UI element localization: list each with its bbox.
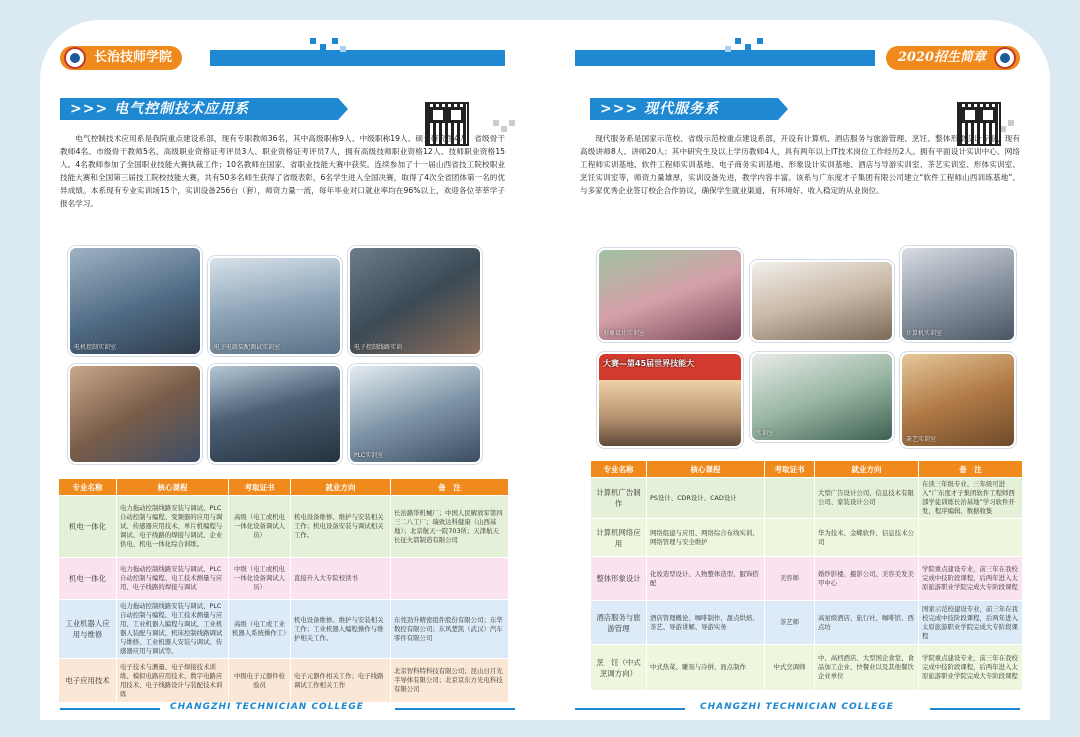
table-cell: 工业机器人应用与维修 xyxy=(59,600,117,659)
table-cell: 计算机广告制作 xyxy=(591,478,647,519)
left-header xyxy=(60,46,505,68)
col-header: 就业方向 xyxy=(291,479,391,496)
table-cell xyxy=(391,558,509,600)
photo-caption: 计算机实训室 xyxy=(906,330,943,337)
table-row xyxy=(591,478,1023,519)
photo-students-1 xyxy=(68,364,202,464)
table-row xyxy=(59,659,509,703)
section-title-electrical: >>> 电气控制技术应用系 xyxy=(60,98,338,120)
table-cell: 长治潞华机械厂；中国人民解放军第四三二八工厂；瑞致达科健康（山西基地）；北京航天一院703所；天津航天长征火箭制造有限公司 xyxy=(391,496,509,558)
table-cell xyxy=(919,519,1023,557)
col-header: 专业名称 xyxy=(59,479,117,496)
photo-tea-art-lab xyxy=(900,352,1016,448)
table-cell: 国家示范校建设专业，前三年在我校完成中技阶段课程，后两年进入太原旅游职业学院完成大专阶段课程 xyxy=(919,601,1023,645)
table-cell: 中式烹调师 xyxy=(765,645,815,691)
photo-training-room xyxy=(750,352,894,442)
photo-cooking-class xyxy=(750,260,894,342)
photo-computer-lab xyxy=(900,246,1016,342)
intro-text: 现代服务系是国家示范校、省级示范校重点建设系部，开设有计算机、酒店服务与旅游管理、烹饪、整体形象设计专业，现有高级讲师8人、讲师20人；其中研究生及以上学历教师4人，具有两年以上IT技术岗位工作经历2人。拥有平面设计实训中心、网络工程师实训基地、软件工程师实训基地、电子商务实训基地、形象设计实训基地、酒店与导游实训室、茶艺实训室、形体实训室、烹饪实训室等，师资力量雄厚，实训设备先进，教学内容丰富。该系与广东度才子集团有限公司建立“软件工程师山西训练基地”、与多家优秀企业签订校企合作协议，确保学生就业渠道，有环境好、收入稳定的从业岗位。 xyxy=(580,134,1020,195)
col-header: 专业名称 xyxy=(591,461,647,478)
table-cell: 机电设备维修、维护与安装相关工作；机电设备安装与调试相关工作。 xyxy=(291,496,391,558)
table-row xyxy=(59,558,509,600)
table-cell: 高级（电工或工业机器人系统操作工） xyxy=(229,600,291,659)
table-cell: 美容师 xyxy=(765,557,815,601)
table-cell: PS设计、CDR设计、CAD设计 xyxy=(647,478,765,519)
table-cell: 机电一体化 xyxy=(59,496,117,558)
table-cell: 东莞劲升精密组件股份有限公司；东华数控有限公司；东风楚凯（武汉）汽车零件有限公司 xyxy=(391,600,509,659)
table-cell: 茶艺师 xyxy=(765,601,815,645)
table-row xyxy=(591,601,1023,645)
intro-text: 电气控制技术应用系是我院重点建设系部，现有专职教师36名，其中高级职称9人、中级职称19人、硕士研究生4人、省级骨干教师4名、市级骨干教师5名、高级职业资格证考评员3人、职业资格证考评员7人，拥有高级技师职业资格12人、技师职业资格15人。4名教师参加了全国职业技能大赛执裁工作；10名教师在国家、省职业技能大赛中获奖。连续参加了十一届山西省技工院校职业技能大赛和全国第三届技工院校技能大赛，共有50多名师生获得了省级表彰，6名学生进入全国决赛，取得了4次全省团体第一名的优异成绩。本系现有专业实训场15个，实训设备256台（套），师资力量一流，每年毕业对口就业率均在96%以上，欢迎各位莘莘学子报名学习。 xyxy=(60,134,505,208)
col-header: 考取证书 xyxy=(229,479,291,496)
table-header-row xyxy=(59,479,509,496)
photo-caption: 形象设计实训室 xyxy=(603,330,646,337)
brochure-title: 2020招生简章 xyxy=(897,50,986,65)
table-cell: 电子技术与测量、电子焊接技术训练、模拟电路应用技术、数字电路应用技术、电子线路设计与装配技术训练 xyxy=(117,659,229,703)
intro-service xyxy=(580,132,1020,197)
photo-caption: 电子电路装配调试实训室 xyxy=(214,344,281,351)
footer-college: CHANGZHI TECHNICIAN COLLEGE xyxy=(700,702,894,712)
right-header xyxy=(575,46,1020,68)
footer-line xyxy=(930,708,1020,710)
table-cell: 电力拖动控制线路安装与调试、PLC自动控制与编程、变频器的应用与调试、传感器应用技术、单片机编程与调试、电子线路的焊接与调试、企业供电、机电一体化综合训练。 xyxy=(117,496,229,558)
footer-line xyxy=(395,708,515,710)
table-cell: 北京智科特科技有限公司；昆山日月光半导体有限公司；北京京东方光电科技有限公司 xyxy=(391,659,509,703)
table-cell: 电子元器件相关工作；电子线路调试工作相关工作 xyxy=(291,659,391,703)
table-cell: 化妆造型设计、人物整体造型、服饰搭配 xyxy=(647,557,765,601)
table-cell: 烹 饪（中式烹调方向） xyxy=(591,645,647,691)
table-cell: 高星级酒店、旅行社、咖啡馆、西点坊 xyxy=(815,601,919,645)
table-cell: 学院重点建设专业，前三年在我校完成中技阶段课程，后两年进入太原旅游职业学院完成大专阶段课程 xyxy=(919,557,1023,601)
photo-circuit-lab xyxy=(208,256,342,356)
table-cell: 高级（电工或机电一体化设备调试人员） xyxy=(229,496,291,558)
table-row xyxy=(591,519,1023,557)
table-cell: 中级（电工或机电一体化设备调试人员） xyxy=(229,558,291,600)
photo-caption: 电子控制线路实训 xyxy=(354,344,403,351)
table-row xyxy=(59,600,509,659)
photo-workshop xyxy=(208,364,342,464)
footer-line xyxy=(60,708,160,710)
table-cell xyxy=(765,519,815,557)
table-cell: 婚纱影楼、摄影公司、美容美发美甲中心 xyxy=(815,557,919,601)
left-page xyxy=(40,20,545,720)
table-cell: 中式热菜、雕刻与冷拼、面点制作 xyxy=(647,645,765,691)
photo-caption: 实训室 xyxy=(756,430,775,437)
photo-plc-lab xyxy=(348,364,482,464)
photo-motor-lab xyxy=(68,246,202,356)
photo-caption: 电机控制实训室 xyxy=(74,344,117,351)
photo-world-skills-contest xyxy=(597,352,743,448)
header-bar xyxy=(210,50,505,66)
table-cell: 网络组建与应用、网络综合布线实训、网络管理与安全维护 xyxy=(647,519,765,557)
col-header: 核心课程 xyxy=(647,461,765,478)
photo-caption: PLC实训室 xyxy=(354,452,384,459)
majors-table-service xyxy=(590,460,1023,691)
table-cell: 酒店管理概论、咖啡制作、甜点烘焙、茶艺、导游讲解、导游实务 xyxy=(647,601,765,645)
photo-caption: 大赛—第45届世界技能大 xyxy=(603,359,695,368)
table-cell: 中、高档酒店、大型国企食堂、食品加工企业、快餐业以及其他餐饮企业单位 xyxy=(815,645,919,691)
brochure-title-badge xyxy=(886,46,1020,70)
table-cell: 机电一体化 xyxy=(59,558,117,600)
table-cell: 整体形象设计 xyxy=(591,557,647,601)
college-name: 长治技师学院 xyxy=(94,50,173,65)
table-row xyxy=(59,496,509,558)
table-cell: 电力拖动控制线路安装与调试、PLC自动控制与编程、电工技术测量与应用、电子线路的焊接与调试 xyxy=(117,558,229,600)
table-cell: 在读三年级专业、三年级可进入“广东度才子集团软件工程师西部学徒训练长治基地”学习软件开发，程序编辑、数据收集 xyxy=(919,478,1023,519)
col-header: 备 注 xyxy=(391,479,509,496)
photo-image-design-lab xyxy=(597,248,743,342)
table-cell: 计算机网络应用 xyxy=(591,519,647,557)
majors-table-electrical xyxy=(58,478,509,703)
table-cell: 中级电子元器件检验员 xyxy=(229,659,291,703)
table-row xyxy=(591,645,1023,691)
table-cell: 电力拖动控制线路安装与调试、PLC自动控制与编程、电工技术测量与应用、工业机器人编程与调试、工业机器人装配与调试、机床控制线路调试与维修、工业机器人安装与调试、传感器应用与调试等。 xyxy=(117,600,229,659)
col-header: 核心课程 xyxy=(117,479,229,496)
college-emblem-icon xyxy=(994,47,1016,69)
section-title-service: >>> 现代服务系 xyxy=(590,98,778,120)
table-cell: 直接升入大专院校读书 xyxy=(291,558,391,600)
college-emblem-icon xyxy=(64,47,86,69)
table-header-row xyxy=(591,461,1023,478)
table-cell: 机电设备维修、维护与安装相关工作；工业机器人编程操作与维护相关工作。 xyxy=(291,600,391,659)
header-bar xyxy=(575,50,875,66)
table-cell: 电子应用技术 xyxy=(59,659,117,703)
table-cell: 学院重点建设专业，前三年在我校完成中技阶段课程，后两年进入太原旅游职业学院完成大专阶段课程 xyxy=(919,645,1023,691)
col-header: 考取证书 xyxy=(765,461,815,478)
table-cell: 华为技术、金蝶软件、信息技术公司 xyxy=(815,519,919,557)
photo-electronics-training xyxy=(348,246,482,356)
col-header: 备 注 xyxy=(919,461,1023,478)
col-header: 就业方向 xyxy=(815,461,919,478)
photo-caption: 茶艺实训室 xyxy=(906,436,937,443)
footer-line xyxy=(575,708,685,710)
table-cell: 大型广告设计公司、信息技术有限公司、家装设计公司 xyxy=(815,478,919,519)
footer-college: CHANGZHI TECHNICIAN COLLEGE xyxy=(170,702,364,712)
table-cell xyxy=(765,478,815,519)
intro-electrical xyxy=(60,132,505,210)
table-row xyxy=(591,557,1023,601)
table-cell: 酒店服务与旅游管理 xyxy=(591,601,647,645)
college-name-badge xyxy=(60,46,182,70)
right-page xyxy=(545,20,1050,720)
